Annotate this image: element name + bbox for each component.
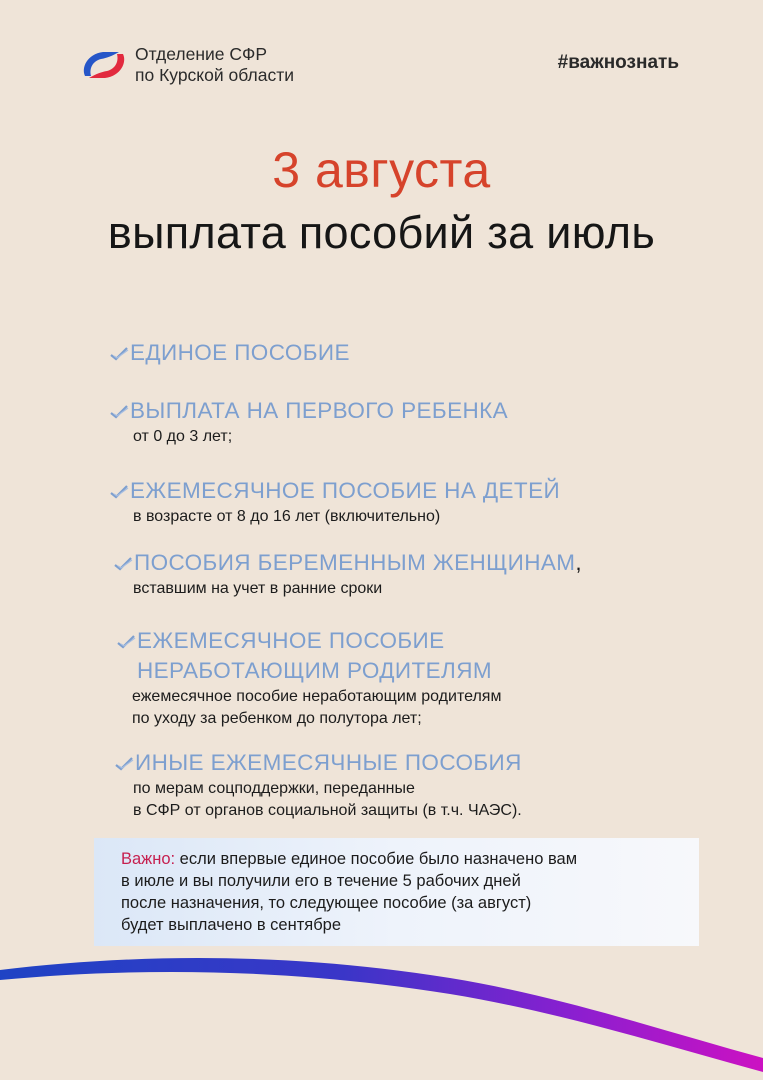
item-description: по уходу за ребенком до полутора лет;: [132, 710, 422, 727]
item-description: от 0 до 3 лет;: [133, 428, 233, 445]
sfr-logo-icon: [79, 46, 129, 84]
list-item: [108, 396, 708, 448]
list-item: [112, 548, 712, 600]
org-line-1: Отделение СФР: [135, 44, 268, 64]
checkmark-icon: [115, 632, 137, 652]
notice-line-2: в июле и вы получили его в течение 5 рабочих дней: [121, 872, 521, 890]
checkmark-icon: [112, 554, 134, 574]
item-title-line-2: НЕРАБОТАЮЩИМ РОДИТЕЛЯМ: [137, 658, 493, 683]
list-item: [108, 476, 708, 528]
subtitle: выплата пособий за июль: [107, 207, 656, 258]
list-item: [113, 748, 713, 822]
notice-line-3: после назначения, то следующее пособие (за август): [121, 894, 532, 912]
item-title: ЕДИНОЕ ПОСОБИЕ: [130, 340, 350, 365]
notice-line-1: Важно: если впервые единое пособие было назначено вам: [121, 850, 578, 868]
important-label: Важно:: [121, 850, 176, 868]
hashtag: #важнознать: [557, 52, 679, 73]
list-item: [108, 338, 708, 368]
item-title: ЕЖЕМЕСЯЧНОЕ ПОСОБИЕ: [137, 628, 445, 653]
item-title: ИНЫЕ ЕЖЕМЕСЯЧНЫЕ ПОСОБИЯ: [135, 750, 522, 775]
checkmark-icon: [108, 344, 130, 364]
item-title: ПОСОБИЯ БЕРЕМЕННЫМ ЖЕНЩИНАМ,: [134, 550, 583, 575]
item-title: ВЫПЛАТА НА ПЕРВОГО РЕБЕНКА: [130, 398, 509, 423]
checkmark-icon: [113, 754, 135, 774]
important-notice: [94, 838, 699, 946]
date-title: 3 августа: [272, 142, 491, 198]
decorative-wave: [0, 940, 763, 1080]
org-line-2: по Курской области: [135, 65, 294, 85]
checkmark-icon: [108, 482, 130, 502]
item-description: по мерам соцподдержки, переданные: [133, 780, 415, 797]
item-title: ЕЖЕМЕСЯЧНОЕ ПОСОБИЕ НА ДЕТЕЙ: [130, 478, 561, 503]
item-description: в СФР от органов социальной защиты (в т.ч. ЧАЭС).: [133, 802, 522, 819]
notice-line-4: будет выплачено в сентябре: [121, 916, 342, 934]
item-description: вставшим на учет в ранние сроки: [133, 580, 383, 597]
item-description: в возрасте от 8 до 16 лет (включительно): [133, 508, 441, 525]
checkmark-icon: [108, 402, 130, 422]
item-description: ежемесячное пособие неработающим родителям: [132, 688, 502, 705]
list-item: [115, 626, 715, 730]
organization-name: [135, 44, 294, 86]
